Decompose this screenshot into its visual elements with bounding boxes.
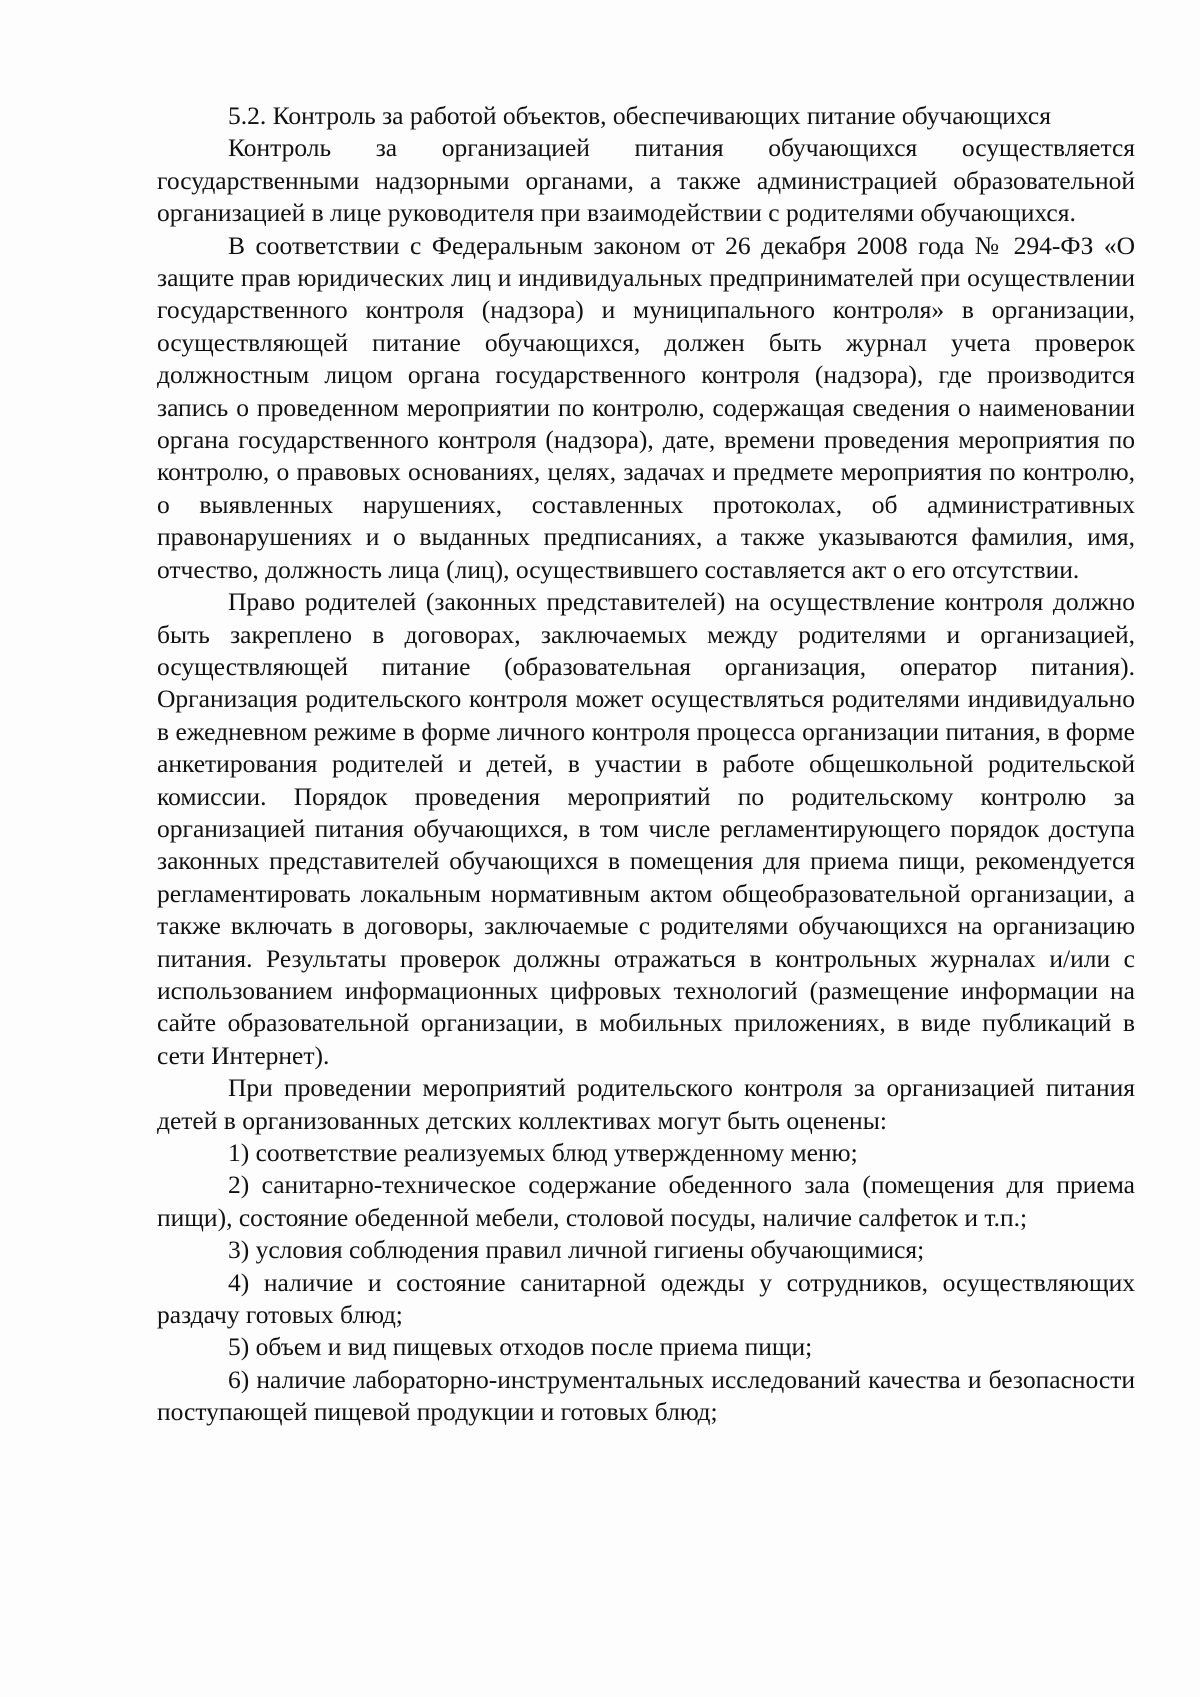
list-item-lab-research: 6) наличие лабораторно-инструментальных исследований качества и безопасности поступающей пищевой продукции и готовых блюд; [157, 1364, 1135, 1427]
section-heading: 5.2. Контроль за работой объектов, обеспечивающих питание обучающихся [228, 101, 1051, 130]
paragraph-control-overview: Контроль за организацией питания обучающихся осуществляется государственными надзорными органами, а также администрацией образовательной организацией в лице руководителя при взаимодействии с родителями обучающихся. [157, 133, 1135, 228]
paragraph-parental-rights: Право родителей (законных представителей) на осуществление контроля должно быть закреплено в договорах, заключаемых между родителями и организацией, осуществляющей питание (образовательная организация, оператор питания). Организация родительского контроля может осуществляться родителями индивидуально в ежедневном режиме в форме личного контроля процесса организации питания, в форме анкетирования родителей и детей, в участии в работе общешкольной родительской комиссии. Порядок проведения мероприятий по родительскому контролю за организацией питания обучающихся, в том числе регламентирующего порядок доступа законных представителей обучающихся в помещения для приема пищи, рекомендуется регламентировать локальным нормативным актом общеобразовательной организации, а также включать в договоры, заключаемые с родителями обучающихся на организацию питания. Результаты проверок должны отражаться в контрольных журналах и/или с использованием информационных цифровых технологий (размещение информации на сайте образовательной организации, в мобильных приложениях, в виде публикаций в сети Интернет). [157, 587, 1135, 1070]
list-item-menu-compliance: 1) соответствие реализуемых блюд утвержденному меню; [228, 1138, 858, 1167]
list-item-dining-hall: 2) санитарно-техническое содержание обеденного зала (помещения для приема пищи), состояние обеденной мебели, столовой посуды, наличие салфеток и т.п.; [157, 1170, 1135, 1232]
paragraph-evaluation-intro: При проведении мероприятий родительского контроля за организацией питания детей в организованных детских коллективах могут быть оценены: [157, 1073, 1135, 1135]
list-item-food-waste: 5) объем и вид пищевых отходов после приема пищи; [228, 1332, 813, 1362]
list-item-hygiene: 3) условия соблюдения правил личной гигиены обучающимися; [228, 1235, 925, 1265]
document-body [157, 100, 1135, 1429]
list-item-sanitary-clothing: 4) наличие и состояние санитарной одежды у сотрудников, осуществляющих раздачу готовых блюд; [157, 1267, 1135, 1330]
paragraph-federal-law: В соответствии с Федеральным законом от 26 декабря 2008 года № 294-ФЗ «О защите прав юридических лиц и индивидуальных предпринимателей при осуществлении государственного контроля (надзора) и муниципального контроля» в организации, осуществляющей питание обучающихся, должен быть журнал учета проверок должностным лицом органа государственного контроля (надзора), где производится запись о проведенном мероприятии по контролю, содержащая сведения о наименовании органа государственного контроля (надзора), дате, времени проведения мероприятия по контролю, о правовых основаниях, целях, задачах и предмете мероприятия по контролю, о выявленных нарушениях, составленных протоколах, об административных правонарушениях и о выданных предписаниях, а также указываются фамилия, имя, отчество, должность лица (лиц), осуществившего составляется акт о его отсутствии. [157, 230, 1135, 584]
